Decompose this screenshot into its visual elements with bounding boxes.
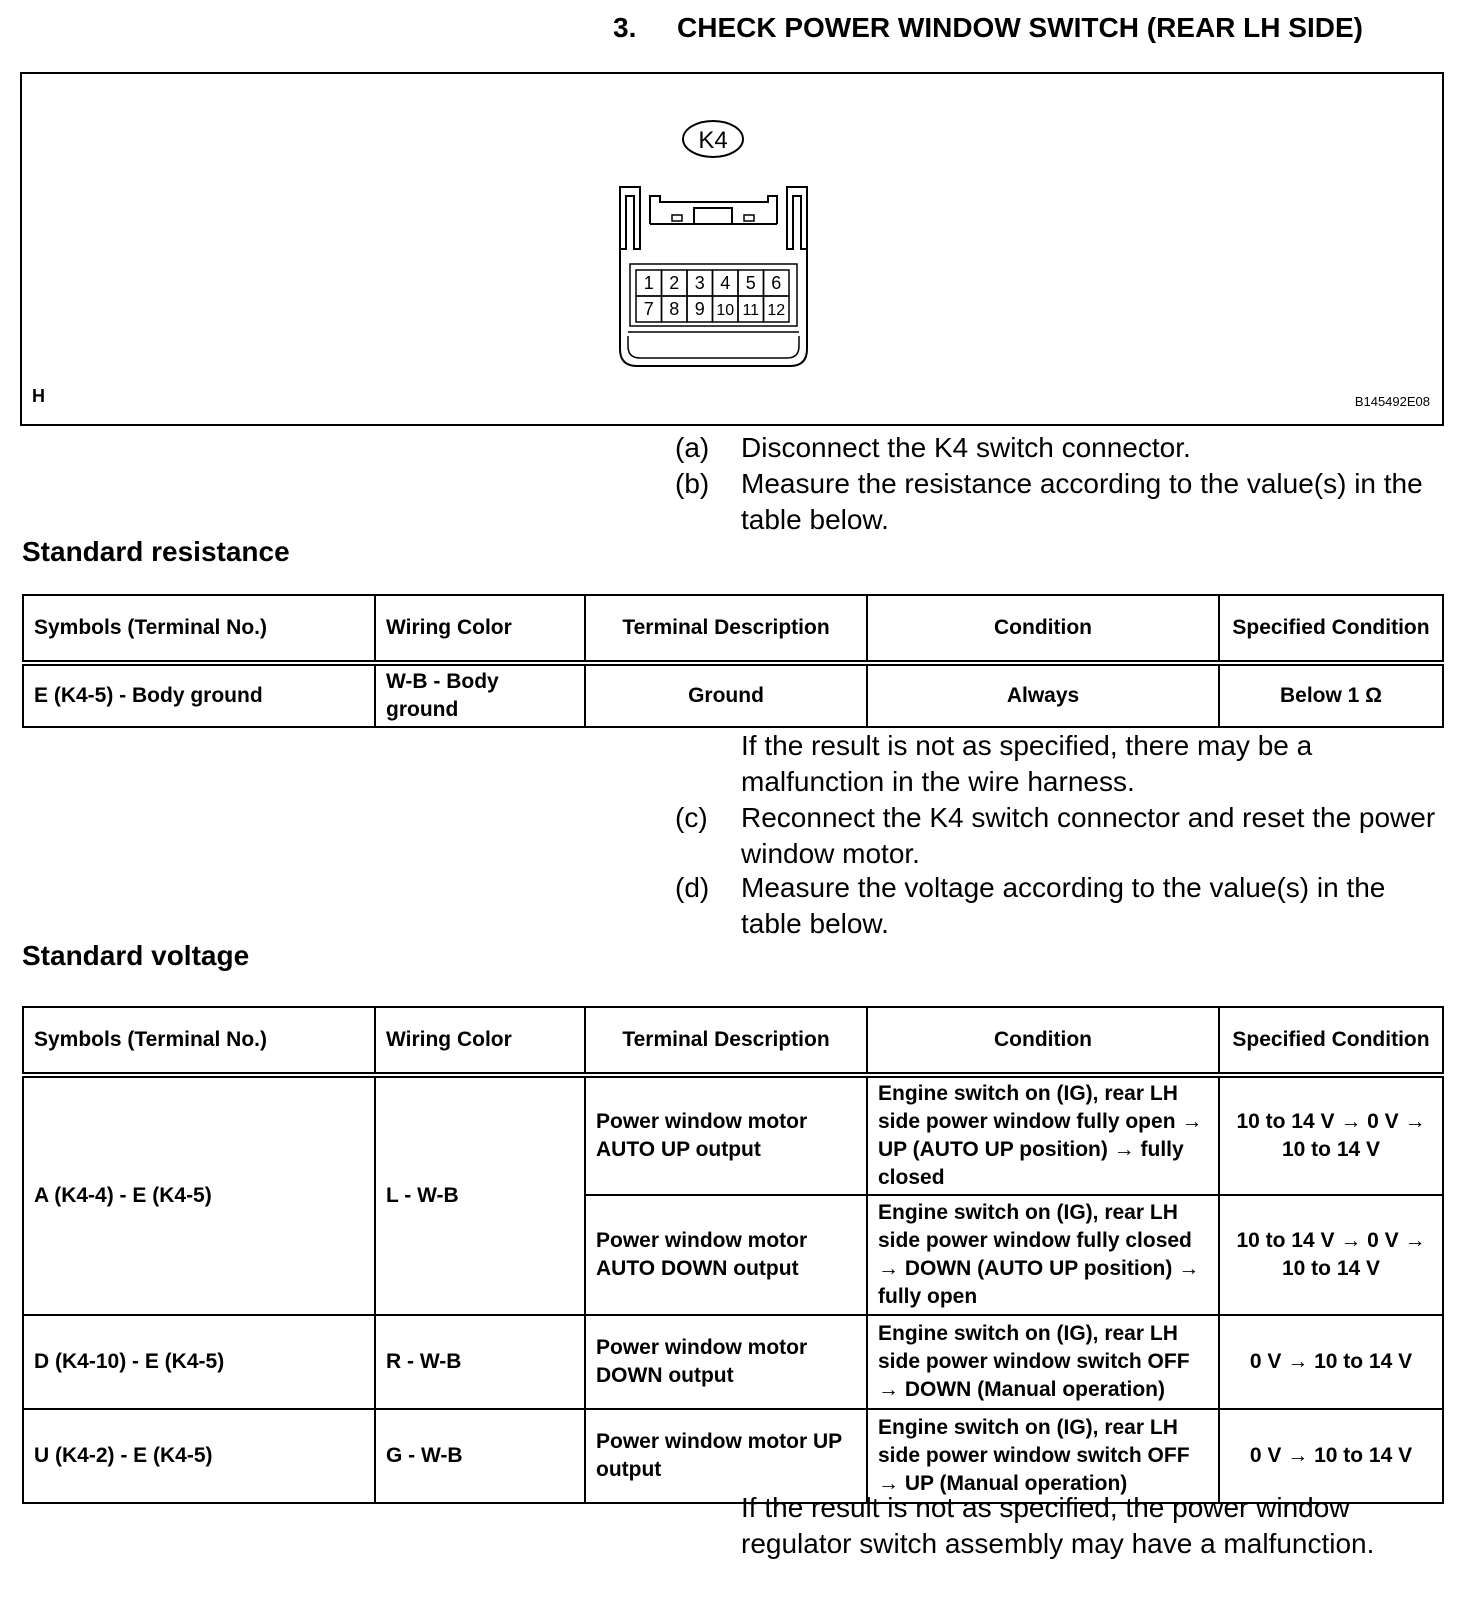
table-row <box>23 1075 1443 1195</box>
cell-specified: 0 V → 10 to 14 V <box>1219 1409 1443 1503</box>
pin-number: 12 <box>767 302 786 319</box>
cell-specified: 10 to 14 V → 0 V → 10 to 14 V <box>1219 1075 1443 1195</box>
cell-description: Power window motor AUTO UP output <box>585 1075 867 1195</box>
cell-symbols: D (K4-10) - E (K4-5) <box>23 1315 375 1409</box>
cell-wiring: G - W-B <box>375 1409 585 1503</box>
figure-corner-mark: H <box>32 386 45 406</box>
instruction-text: Reconnect the K4 switch connector and reset the power window motor. <box>741 802 1436 869</box>
connector-label: K4 <box>698 127 728 154</box>
pin-number: 3 <box>694 273 705 293</box>
left-latch <box>620 187 640 249</box>
pin-number: 5 <box>745 273 756 293</box>
table-row <box>23 663 1443 727</box>
table-row <box>23 1315 1443 1409</box>
pin-number: 11 <box>742 302 760 319</box>
cell-condition: Engine switch on (IG), rear LH side power window switch OFF → DOWN (Manual operation) <box>867 1315 1219 1409</box>
instruction-mark: (b) <box>675 468 710 499</box>
pin-number: 4 <box>720 273 731 293</box>
connector-figure <box>20 72 1444 426</box>
header-wiring: Wiring Color <box>375 595 585 663</box>
instruction-mark: (c) <box>675 802 708 833</box>
step-heading <box>613 12 1363 44</box>
pin-grid <box>636 270 789 322</box>
table-header-row <box>23 595 1443 663</box>
step-title: CHECK POWER WINDOW SWITCH (REAR LH SIDE) <box>677 12 1363 43</box>
header-specified: Specified Condition <box>1219 1007 1443 1075</box>
instruction-c <box>675 800 1441 872</box>
cell-symbols: U (K4-2) - E (K4-5) <box>23 1409 375 1503</box>
pin-number: 2 <box>669 273 680 293</box>
cell-wiring: L - W-B <box>375 1075 585 1315</box>
cell-description: Power window motor AUTO DOWN output <box>585 1195 867 1315</box>
header-description: Terminal Description <box>585 595 867 663</box>
cell-wiring: R - W-B <box>375 1315 585 1409</box>
cell-description: Power window motor DOWN output <box>585 1315 867 1409</box>
pin-number: 8 <box>669 299 680 319</box>
table-row <box>23 1409 1443 1503</box>
header-condition: Condition <box>867 1007 1219 1075</box>
note-regulator-switch: If the result is not as specified, the power window regulator switch assembly may have a malfunction. <box>741 1492 1375 1559</box>
cell-description: Power window motor UP output <box>585 1409 867 1503</box>
instruction-text: Measure the voltage according to the value(s) in the table below. <box>741 872 1386 939</box>
cell-specified: 0 V → 10 to 14 V <box>1219 1315 1443 1409</box>
pin-number: 10 <box>716 302 735 319</box>
top-lock <box>650 196 777 224</box>
instruction-mark: (a) <box>675 432 710 463</box>
instruction-text: Disconnect the K4 switch connector. <box>741 432 1191 463</box>
cell-symbols: A (K4-4) - E (K4-5) <box>23 1075 375 1315</box>
pin-number: 1 <box>643 273 654 293</box>
pin-number: 7 <box>643 299 654 319</box>
figure-id: B145492E08 <box>1354 394 1430 409</box>
header-description: Terminal Description <box>585 1007 867 1075</box>
header-specified: Specified Condition <box>1219 595 1443 663</box>
cell-specified: Below 1 Ω <box>1219 663 1443 727</box>
cell-condition: Engine switch on (IG), rear LH side power window fully closed → DOWN (AUTO UP position) → fully open <box>867 1195 1219 1315</box>
cell-condition: Engine switch on (IG), rear LH side power window switch OFF → UP (Manual operation) <box>867 1409 1219 1503</box>
cell-description: Ground <box>585 663 867 727</box>
instruction-a <box>675 430 1441 466</box>
pin-number: 6 <box>771 273 782 293</box>
instruction-d <box>675 870 1441 942</box>
header-symbols: Symbols (Terminal No.) <box>23 1007 375 1075</box>
header-condition: Condition <box>867 595 1219 663</box>
instruction-b <box>675 466 1441 538</box>
resistance-table-title: Standard resistance <box>22 536 290 567</box>
right-latch <box>787 187 807 249</box>
instruction-text: Measure the resistance according to the value(s) in the table below. <box>741 468 1423 535</box>
cell-wiring: W-B - Body ground <box>375 663 585 727</box>
cell-condition: Always <box>867 663 1219 727</box>
pin-number: 9 <box>694 299 705 319</box>
voltage-table <box>22 1006 1444 1504</box>
voltage-table-title: Standard voltage <box>22 940 250 971</box>
resistance-table <box>22 594 1444 728</box>
header-wiring: Wiring Color <box>375 1007 585 1075</box>
cell-specified: 10 to 14 V → 0 V → 10 to 14 V <box>1219 1195 1443 1315</box>
table-header-row <box>23 1007 1443 1075</box>
note-wire-harness: If the result is not as specified, there may be a malfunction in the wire harness. <box>741 730 1313 797</box>
instruction-mark: (d) <box>675 872 710 903</box>
cell-symbols: E (K4-5) - Body ground <box>23 663 375 727</box>
connector-diagram <box>22 74 1442 424</box>
header-symbols: Symbols (Terminal No.) <box>23 595 375 663</box>
cell-condition: Engine switch on (IG), rear LH side power window fully open → UP (AUTO UP position) → fully closed <box>867 1075 1219 1195</box>
step-number: 3. <box>613 12 637 43</box>
